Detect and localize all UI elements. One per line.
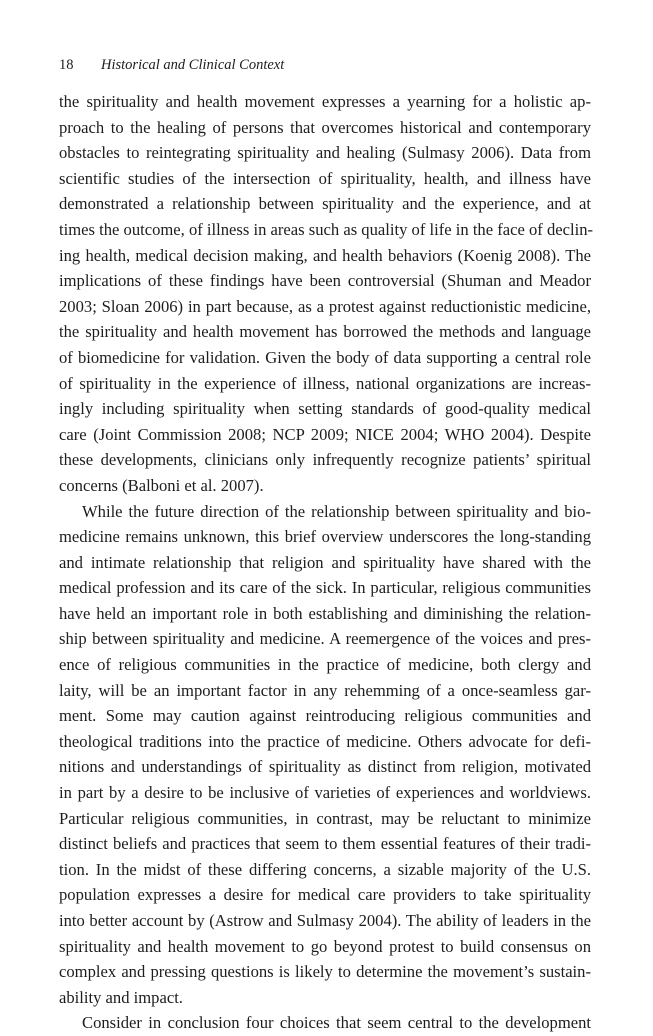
text-line: tion. In the midst of these differing concerns, a sizable majority of the U.S. — [59, 859, 591, 879]
text-line: scientific studies of the intersection of spirituality, health, and illness have — [59, 168, 591, 188]
text-line: obstacles to reintegrating spirituality and healing (Sulmasy 2006). Data from — [59, 143, 591, 163]
body-text — [59, 89, 594, 1036]
text-line: these developments, clinicians only infrequently recognize patients’ spiritual — [59, 450, 591, 470]
text-line: into better account by (Astrow and Sulmasy 2004). The ability of leaders in the — [59, 911, 591, 930]
text-line: Consider in conclusion four choices that seem central to the development — [82, 1013, 591, 1033]
paragraph-3 — [59, 1010, 591, 1036]
text-line: population expresses a desire for medical care providers to take spirituality — [59, 885, 591, 905]
text-line: ing health, medical decision making, and health behaviors (Koenig 2008). The — [59, 245, 591, 265]
text-line: ence of religious communities in the practice of medicine, both clergy and — [59, 655, 591, 675]
text-line: in part by a desire to be inclusive of varieties of experiences and worldviews. — [59, 783, 591, 803]
running-head — [59, 55, 284, 75]
running-title: Historical and Clinical Context — [101, 57, 285, 73]
text-line: demonstrated a relationship between spirituality and the experience, and at — [59, 194, 591, 214]
text-line: nitions and understandings of spirituality as distinct from religion, motivated — [59, 757, 591, 777]
page-number: 18 — [59, 57, 74, 73]
text-line: ship between spirituality and medicine. A reemergence of the voices and pres- — [59, 629, 591, 649]
text-line: ability and impact. — [59, 987, 183, 1007]
text-line: concerns (Balboni et al. 2007). — [59, 475, 264, 495]
text-line: medicine remains unknown, this brief overview underscores the long-standing — [59, 527, 591, 547]
text-line: medical profession and its care of the sick. In particular, religious communities — [59, 578, 591, 598]
text-line: have held an important role in both establishing and diminishing the relation- — [59, 603, 591, 623]
paragraph-2 — [59, 499, 591, 1011]
text-line: ingly including spirituality when setting standards of good-quality medical — [59, 399, 591, 419]
text-line: implications of these findings have been controversial (Shuman and Meador — [59, 271, 591, 291]
text-line: care (Joint Commission 2008; NCP 2009; NICE 2004; WHO 2004). Despite — [59, 424, 591, 444]
text-line: complex and pressing questions is likely to determine the movement’s sustain- — [59, 962, 591, 982]
text-line: the spirituality and health movement has borrowed the methods and language — [59, 322, 591, 342]
text-line: proach to the healing of persons that overcomes historical and contemporary — [59, 117, 591, 137]
text-line: of biomedicine for validation. Given the body of data supporting a central role — [59, 347, 591, 367]
text-line: ment. Some may caution against reintroducing religious communities and — [59, 706, 591, 726]
text-line: and intimate relationship that religion and spirituality have shared with the — [59, 552, 591, 572]
text-line: Particular religious communities, in contrast, may be reluctant to minimize — [59, 808, 591, 828]
text-line: of spirituality in the experience of illness, national organizations are increas- — [59, 373, 591, 393]
paragraph-1 — [59, 89, 594, 499]
text-line: distinct beliefs and practices that seem to them essential features of their tradi- — [59, 834, 591, 854]
text-line: times the outcome, of illness in areas such as quality of life in the face of declin- — [59, 219, 594, 239]
text-line: theological traditions into the practice of medicine. Others advocate for defi- — [59, 731, 591, 751]
text-line: While the future direction of the relationship between spirituality and bio- — [82, 501, 591, 521]
text-line: spirituality and health movement to go beyond protest to build consensus on — [59, 936, 591, 956]
text-line: laity, will be an important factor in any rehemming of a once-seamless gar- — [59, 680, 591, 700]
text-line: 2003; Sloan 2006) in part because, as a protest against reductionistic medicine, — [59, 296, 591, 316]
text-line: the spirituality and health movement expresses a yearning for a holistic ap- — [59, 92, 591, 111]
